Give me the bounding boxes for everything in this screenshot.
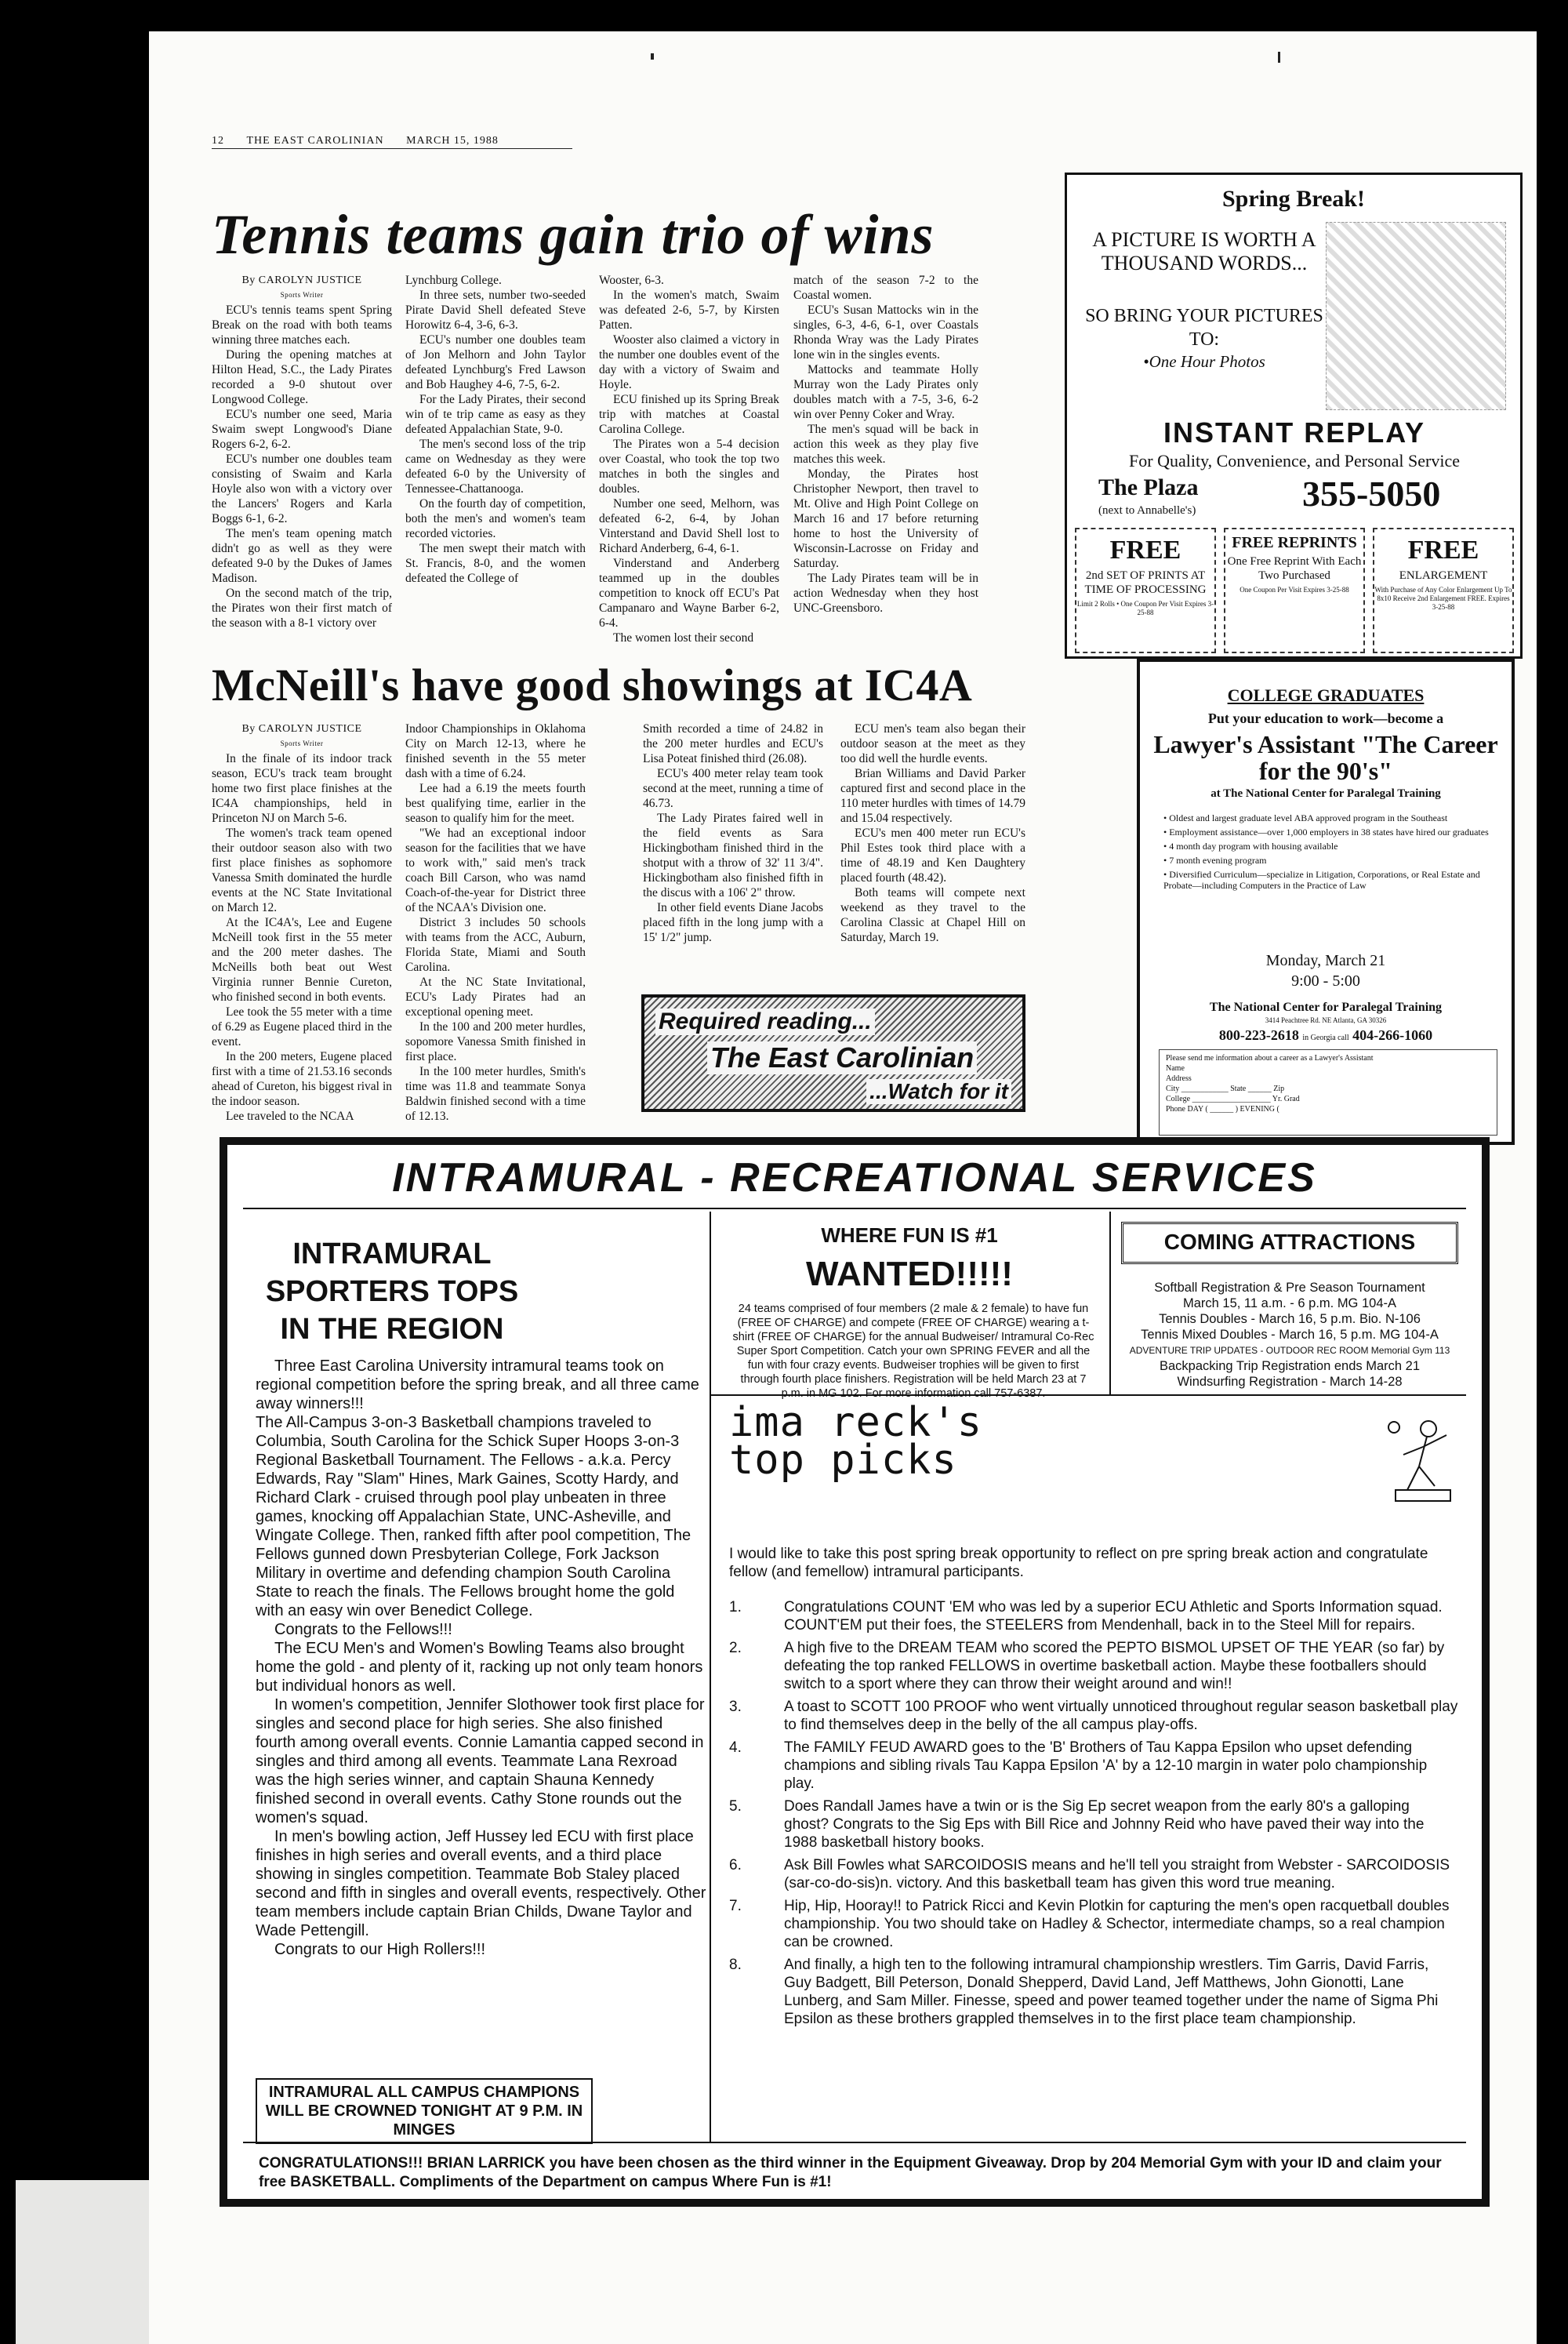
paragraph: Lee traveled to the NCAA [226,1110,354,1123]
paragraph: ECU's Susan Mattocks win in the singles, 6-3, 4-6, 6-1, over Coastals Rhonda Wray was the Lady Pirates lone win in the singles events. [793,303,978,362]
coupon [1075,528,1216,653]
paragraph: Lee had a 6.19 the meets fourth best qualifying time, earlier in the season to qualify him for the meet. [405,782,586,825]
paper-name: THE EAST CAROLINIAN [246,135,384,147]
list-item [729,1739,1458,1793]
item-text: Does Randall James have a twin or is the Sig Ep secret weapon from the early 80's a galloping ghost? Congrats to the Sig Eps with Bill Rice and Johnny Reid who have paved their way into the 1988 basketball history books. [784,1798,1425,1851]
list-item: Backpacking Trip Registration ends March 21 [1160,1359,1420,1373]
list-item: March 15, 11 a.m. - 6 p.m. MG 104-A [1182,1296,1397,1310]
list-item: • Employment assistance—over 1,000 employers in 38 states have hired our graduates [1163,827,1501,838]
page-folio [212,135,572,149]
tennis-column-2 [405,273,586,641]
item-number: 5. [729,1798,742,1815]
paragraph: Lee took the 55 meter with a time of 6.29 as Eugene placed third in the event. [212,1005,392,1048]
intramural-title: INTRAMURAL - RECREATIONAL SERVICES [392,1155,1317,1201]
ad-school: at The National Center for Paralegal Training [1210,787,1441,800]
ad-brand: INSTANT REPLAY [1163,416,1426,449]
paragraph: ECU finished up its Spring Break trip with matches at Coastal Carolina College. [599,393,779,436]
list-item: Tennis Doubles - March 16, 5 p.m. Bio. N-106 [1159,1312,1421,1326]
coming-attractions-list [1121,1280,1458,1390]
coupon-fine-print: Limit 2 Rolls • One Coupon Per Visit Expires 3-25-88 [1076,600,1214,616]
form-field-state: State [1230,1085,1247,1093]
ad-headline: A PICTURE IS WORTH A THOUSAND WORDS... [1092,228,1316,274]
intramural-section [220,1137,1490,2207]
paragraph: On the second match of the trip, the Pirates won their first match of the season with a 8-1 victory over [212,587,392,630]
ad-phones [1140,1027,1512,1044]
newspaper-page [149,31,1537,2344]
scan-speck [1278,52,1280,63]
item-text: A toast to SCOTT 100 PROOF who went virtually unnoticed throughout regular season basketball play to find themselves deep in the belly of the all campus play-offs. [784,1699,1458,1733]
form-field-grad: Yr. Grad [1272,1095,1300,1103]
form-intro: Please send me information about a career as a Lawyer's Assistant [1166,1054,1374,1063]
paragraph: Congrats to the Fellows!!! [274,1621,452,1638]
paragraph: ECU's number one seed, Maria Swaim swept Longwood's Diane Rogers 6-2, 6-2. [212,408,392,451]
item-number: 8. [729,1957,742,1973]
tennis-column-1 [212,273,392,641]
promo-line-2: The East Carolinian [707,1041,977,1074]
scan-border [0,0,149,2344]
ad-location: The Plaza [1098,474,1199,500]
ad-headline: Lawyer's Assistant "The Career for the 90's" [1153,730,1498,785]
list-item: ADVENTURE TRIP UPDATES - OUTDOOR REC ROOM Memorial Gym 113 [1129,1345,1450,1356]
paragraph: In other field events Diane Jacobs placed fifth in the long jump with a 15' 1/2" jump. [643,901,823,944]
list-item [729,1797,1458,1852]
paragraph: Monday, the Pirates host Christopher Newport, then travel to Mt. Olive and High Point College on March 16 and 17 before returning home to host the University of Wisconsin-Lacrosse on Friday and Saturday. [793,467,978,570]
tennis-column-3 [599,273,779,641]
form-field-name: Name [1166,1064,1185,1073]
ad-lead: Put your education to work—become a [1207,710,1444,726]
item-number: 4. [729,1739,742,1756]
paragraph: Smith recorded a time of 24.82 in the 200 meter hurdles and ECU's Lisa Poteat finished third (26.08). [643,722,823,765]
paragraph: The women lost their second [613,631,754,641]
tennis-column-4 [793,273,978,641]
paragraph: Three East Carolina University intramural teams took on regional competition before the spring break, and all three came away winners!!! [256,1357,699,1412]
paragraph: The Lady Pirates faired well in the field events as Sara Hickingbotham finished third in the shotput with a throw of 32' 11 3/4". Hickingbotham also finished fifth in the discus with a 106' 2" throw. [643,812,823,899]
list-item: • Oldest and largest graduate level ABA approved program in the Southeast [1163,812,1501,823]
paragraph: ECU men's team also began their outdoor season at the meet as they too did well the hurdle events. [840,722,1025,765]
paragraph: The men swept their match with St. Francis, 8-0, and the women defeated the College of [405,542,586,585]
form-field-zip: Zip [1273,1085,1285,1093]
coupon-text: 2nd SET OF PRINTS AT TIME OF PROCESSING [1084,569,1207,596]
phone-tollfree: 800-223-2618 [1218,1027,1299,1043]
ad-day: Monday, March 21 [1265,952,1386,969]
paragraph: In the women's match, Swaim was defeated 2-6, 5-7, by Kirsten Patten. [599,289,779,332]
byline-name: By CAROLYN JUSTICE [241,274,362,286]
issue-date: MARCH 15, 1988 [406,135,499,147]
item-text: And finally, a high ten to the following intramural championship wrestlers. Tim Garris, David Farris, Guy Badgett, Bill Peterson, Donald Shepperd, David Land, Jeff Matthews, John Gionotti, Lane Lunberg, and Sam Miller. Finesse, speed and power teamed together under the name of Sigma Phi Epsilon as these brothers grappled themselves in to the first place team championship. [784,1957,1439,2027]
coupon-text: ENLARGEMENT [1399,569,1488,582]
form-field-city: City [1166,1085,1180,1093]
paragraph: During the opening matches at Hilton Head, S.C., the Lady Pirates recorded a 9-0 shutout over Longwood College. [212,348,392,406]
cartoon-icon [1380,1412,1458,1506]
item-text: The FAMILY FEUD AWARD goes to the 'B' Brothers of Tau Kappa Epsilon who upset defending champions and sibling rivals Tau Kappa Epsilon 'A' by a 12-10 margin in water polo championship play. [784,1739,1428,1792]
paragraph: ECU's 400 meter relay team took second at the meet, running a time of 46.73. [643,767,823,810]
giveaway-announcement: CONGRATULATIONS!!! BRIAN LARRICK you have been chosen as the third winner in the Equipment Giveaway. Drop by 204 Memorial Gym with your ID and claim your free BASKETBALL. Compliments of the Department on campus Where Fun is #1! [259,2155,1442,2190]
info-request-form [1159,1049,1497,1136]
list-item: Softball Registration & Pre Season Tournament [1154,1281,1425,1295]
list-item: Windsurfing Registration - March 14-28 [1177,1375,1403,1389]
paragraph: The men's team opening match didn't go as well as they were defeated 9-0 by the Dukes of James Madison. [212,527,392,585]
top-picks-heading [729,1399,983,1484]
paragraph: Both teams will compete next weekend as they travel to the Carolina Classic at Chapel Hill on Saturday, March 19. [840,886,1025,944]
where-fun-heading: WHERE FUN IS #1 [821,1223,998,1247]
list-item: Tennis Mixed Doubles - March 16, 5 p.m. MG 104-A [1141,1328,1439,1342]
item-text: Congratulations COUNT 'EM who was led by a superior ECU Athletic and Sports Information squad. COUNT'EM put their foes, the STEELERS from Mendenhall, back in to the Steel Mill for repairs. [784,1599,1443,1634]
paragraph: Wooster, 6-3. [599,274,664,287]
form-row-city: City ____________ State ______ Zip [1166,1085,1285,1093]
wanted-text: 24 teams comprised of four members (2 male & 2 female) to have fun (FREE OF CHARGE) and compete (FREE OF CHARGE) wearing a t-shirt (FREE OF CHARGE) for the annual Budweiser/ Intramural Co-Rec Super Sport Competition. Catch your own SPRING FEVER and all the fun with four crazy events. Budweiser trophies will be given to first through fourth place finishers. Registration will be held March 23 at 7 p.m. in MG 102. For more information call 757-6387. [732,1303,1094,1400]
paragraph: In the finale of its indoor track season, ECU's track team brought home two first place finishes at the IC4A championships, held in Princeton NJ on March 5-6. [212,752,392,825]
item-number: 7. [729,1898,742,1914]
paragraph: The Lady Pirates team will be in action Wednesday when they host UNC-Greensboro. [793,572,978,615]
promo-line-1: Required reading... [655,1008,875,1035]
paragraph: The men's second loss of the trip came on Wednesday as they were defeated 6-0 by the University of Tennessee-Chattanooga. [405,438,586,496]
ad-subheadline: SO BRING YOUR PICTURES TO: [1085,306,1323,350]
paragraph: The All-Campus 3-on-3 Basketball champions traveled to Columbia, South Carolina for the Schick Super Hoops 3-on-3 Regional Basketball Tournament. The Fellows - a.k.a. Percy Edwards, Ray "Slam" Hines, Mark Gaines, Scotty Hardy, and Richard Clark - cruised through pool play unbeaten in three games, knocking off Appalachian State, UNC-Asheville, and Wingate College. Then, ranked fifth after pool competition, The Fellows gunned down Presbyterian College, Fork Jackson Military in overtime and defending champion South Carolina State to reach the finals. The Fellows brought home the gold with an easy win over Benedict College. [256,1414,691,1619]
list-item: • Diversified Curriculum—specialize in Litigation, Corporations, or Real Estate and Probate—including Computers in the Practice of Law [1163,869,1501,891]
coupon-title: FREE [1109,536,1181,565]
promo-line-3: ...Watch for it [866,1079,1011,1104]
ad-title: COLLEGE GRADUATES [1227,685,1425,705]
paragraph: In three sets, number two-seeded Pirate David Shell defeated Steve Horowitz 6-4, 3-6, 6-3. [405,289,586,332]
mcneill-headline: McNeill's have good showings at IC4A [212,660,973,710]
paragraph: The ECU Men's and Women's Bowling Teams also brought home the gold - and plenty of it, racking up not only team honors but individual honors as well. [256,1640,703,1695]
mcneill-byline [212,721,392,751]
heading-line: top picks [729,1437,957,1484]
form-field-address: Address [1166,1074,1192,1083]
scan-speck [651,53,654,60]
paragraph: ECU's tennis teams spent Spring Break on the road with both teams winning three matches each. [212,303,392,347]
top-picks-list [729,1598,1458,2033]
tennis-headline: Tennis teams gain trio of wins [212,203,935,266]
item-text: A high five to the DREAM TEAM who scored the PEPTO BISMOL UPSET OF THE YEAR (so far) by defeating the top ranked FELLOWS in overtime basketball action. Maybe these footballers should switch to a sport where they can throw their weight around and win!! [784,1640,1445,1692]
sporters-headline: INTRAMURAL SPORTERS TOPS IN THE REGION [265,1237,519,1346]
list-item [729,1639,1458,1693]
paragraph: District 3 includes 50 schools with teams from the ACC, Auburn, Florida State, Miami and South Carolina. [405,916,586,974]
paragraph: Indoor Championships in Oklahoma City on March 12-13, where he finished seventh in the 55 meter dash with a time of 6.24. [405,722,586,780]
coupon-title: FREE [1407,536,1479,565]
ad-title: Spring Break! [1222,186,1365,212]
byline-role: Sports Writer [280,291,324,299]
sporters-story [256,1357,706,1959]
mcneill-column-2 [405,721,586,1153]
paragraph: Brian Williams and David Parker captured first and second place in the 110 meter hurdles with times of 14.79 and 15.04 respectively. [840,767,1025,825]
divider [710,1212,711,2142]
paragraph: Wooster also claimed a victory in the number one doubles event of the day with a victory of Swaim and Hoyle. [599,333,779,391]
mcneill-column-4 [840,721,1025,988]
instant-replay-ad [1065,173,1523,659]
top-picks-intro: I would like to take this post spring break opportunity to reflect on pre spring break action and congratulate fellow (and femellow) intramural participants. [729,1546,1428,1580]
paragraph: In women's competition, Jennifer Slothower took first place for singles and second place for high series. She also finished fourth among overall events. Connie Lamantia capped second in singles and third among all events. Teammate Lana Rexroad was the high series winner, and captain Shauna Kennedy finished second in overall events. Cathy Stone rounds out the women's squad. [256,1696,705,1826]
mcneill-column-1 [212,721,392,1153]
coming-attractions-heading: COMING ATTRACTIONS [1121,1222,1458,1264]
heading-line: ima reck's [729,1399,983,1446]
list-item: • 7 month evening program [1163,855,1501,866]
list-item [729,1897,1458,1951]
mcneill-column-3 [643,721,823,988]
wanted-heading: WANTED!!!!! [806,1255,1013,1293]
paragraph: "We had an exceptional indoor season for the facilities that we have to work with," said men's track coach Bill Carson, who was namd Coach-of-the-year for District three of the NCAA's Division one. [405,827,586,914]
paragraph: Vinderstand and Anderberg teammed up in the doubles competition to knock off ECU's Pat Campanaro and Wayne Barber 6-2, 6-4. [599,557,779,630]
paragraph: In the 100 and 200 meter hurdles, sopomore Vanessa Smith finished in first place. [405,1020,586,1063]
paragraph: For the Lady Pirates, their second win of te trip came as easy as they defeated Appalachian State, 9-0. [405,393,586,436]
required-reading-promo [641,994,1025,1112]
paragraph: ECU's men 400 meter run ECU's Phil Estes took third place with a time of 48.19 and Ken Daughtery placed fourth (48.42). [840,827,1025,885]
intramural-panel [227,1145,1482,2199]
ad-organization: The National Center for Paralegal Training [1209,1001,1443,1014]
paragraph: ECU's number one doubles team of Jon Melhorn and John Taylor defeated Lynchburg's Fred Lawson and Bob Haughey 4-6, 7-5, 6-2. [405,333,586,391]
paragraph: Mattocks and teammate Holly Murray won the Lady Pirates only doubles match with a 7-5, 3-6, 6-2 win over Penny Coker and Wray. [793,363,978,421]
item-number: 3. [729,1699,742,1715]
coupon [1224,528,1365,653]
list-item [729,1598,1458,1634]
list-item [729,1856,1458,1892]
divider [243,2142,1466,2143]
paragraph: The Pirates won a 5-4 decision over Coastal, who took the top two matches in both the singles and doubles. [599,438,779,496]
coupon-fine-print: With Purchase of Any Color Enlargement Up To 8x10 Receive 2nd Enlargement FREE. Expires 3-25-88 [1374,586,1512,611]
paragraph: On the fourth day of competition, both the men's and women's team recorded victories. [405,497,586,540]
form-row-phone: Phone DAY ( ______ ) EVENING ( [1166,1105,1279,1114]
coupon-text: One Free Reprint With Each Two Purchased [1227,555,1362,582]
ad-tagline: For Quality, Convenience, and Personal Service [1129,451,1460,471]
paragraph: In the 200 meters, Eugene placed first with a time of 21.53.16 seconds ahead of Cureton, his biggest rival in the indoor season. [212,1050,392,1108]
champions-notice: INTRAMURAL ALL CAMPUS CHAMPIONS WILL BE CROWNED TONIGHT AT 9 P.M. IN MINGES [256,2078,593,2144]
list-item [729,1698,1458,1734]
item-number: 2. [729,1640,742,1656]
item-number: 1. [729,1599,742,1615]
list-item: • 4 month day program with housing available [1163,841,1501,852]
form-row-college: College ____________________ Yr. Grad [1166,1095,1300,1103]
ad-address: 3414 Peachtree Rd. NE Atlanta, GA 30326 [1265,1016,1387,1024]
ad-service: •One Hour Photos [1143,352,1265,371]
ad-location-note: (next to Annabelle's) [1098,504,1196,517]
ad-photo-image [1326,222,1506,410]
ad-feature-list [1163,812,1501,894]
ad-time: 9:00 - 5:00 [1291,972,1360,990]
divider [1109,1212,1111,1394]
paragraph: The women's track team opened their outdoor season also with two first place finishes as sophomore Vanessa Smith dominated the hurdle events at the NC State Invitational on March 12. [212,827,392,914]
page-number: 12 [212,135,224,147]
phone-georgia: 404-266-1060 [1352,1027,1433,1043]
ad-phone: 355-5050 [1302,474,1441,514]
paragraph: In the 100 meter hurdles, Smith's time was 11.8 and teammate Sonya Baldwin finished second with a time of 12.13. [405,1065,586,1123]
paragraph: Lynchburg College. [405,274,502,287]
scan-edge [16,2180,149,2344]
byline-name: By CAROLYN JUSTICE [241,723,362,735]
paragraph: Congrats to our High Rollers!!! [274,1941,486,1958]
paragraph: In men's bowling action, Jeff Hussey led ECU with first place finishes in high series and overall events, and a third place showing in singles competition. Teammate Bob Staley placed second and fifth in singles and overall events, respectively. Other team members include captain Brian Childs, Dwane Taylor and Wade Pettengill. [256,1828,706,1939]
ad-date [1140,950,1512,991]
paralegal-ad [1137,659,1515,1145]
form-field-phone-day: Phone DAY ( [1166,1105,1208,1114]
coupon-title: FREE REPRINTS [1232,534,1357,551]
paragraph: match of the season 7-2 to the Coastal women. [793,274,978,302]
form-field-college: College [1166,1095,1191,1103]
item-text: Ask Bill Fowles what SARCOIDOSIS means and he'll tell you straight from Webster - SARCOIDOSIS (sar-co-do-sis)n. victory. And this basketball team has given this word true meaning. [784,1857,1450,1892]
paragraph: The men's squad will be back in action this week as they play five matches this week. [793,423,978,466]
paragraph: At the IC4A's, Lee and Eugene McNeill took first in the 55 meter and the 200 meter dashes. The McNeills both beat out West Virginia runner Bennie Cureton, who finished second in both events. [212,916,392,1004]
form-field-phone-evening: ) EVENING ( [1235,1105,1279,1114]
item-number: 6. [729,1857,742,1873]
list-item [729,1956,1458,2028]
divider [243,1208,1466,1209]
byline-role: Sports Writer [280,740,324,747]
paragraph: Number one seed, Melhorn, was defeated 6-2, 6-4, by Johan Vinterstand and David Shell lost to Richard Anderberg, 6-4, 6-1. [599,497,779,555]
item-text: Hip, Hip, Hooray!! to Patrick Ricci and Kevin Plotkin for capturing the men's open racquetball doubles championship. You two should take on Hadley & Schector, intermediate champs, so a real champion can be crowned. [784,1898,1450,1950]
phone-note: in Georgia call [1302,1034,1349,1042]
tennis-byline [212,273,392,303]
paragraph: ECU's number one doubles team consisting of Swaim and Karla Hoyle also won with a victory over the Lancers' Rogers and Karla Boggs 6-1, 6-2. [212,452,392,525]
paragraph: At the NC State Invitational, ECU's Lady Pirates had an exceptional opening meet. [405,976,586,1019]
coupon [1373,528,1514,653]
coupon-fine-print: One Coupon Per Visit Expires 3-25-88 [1240,586,1349,594]
